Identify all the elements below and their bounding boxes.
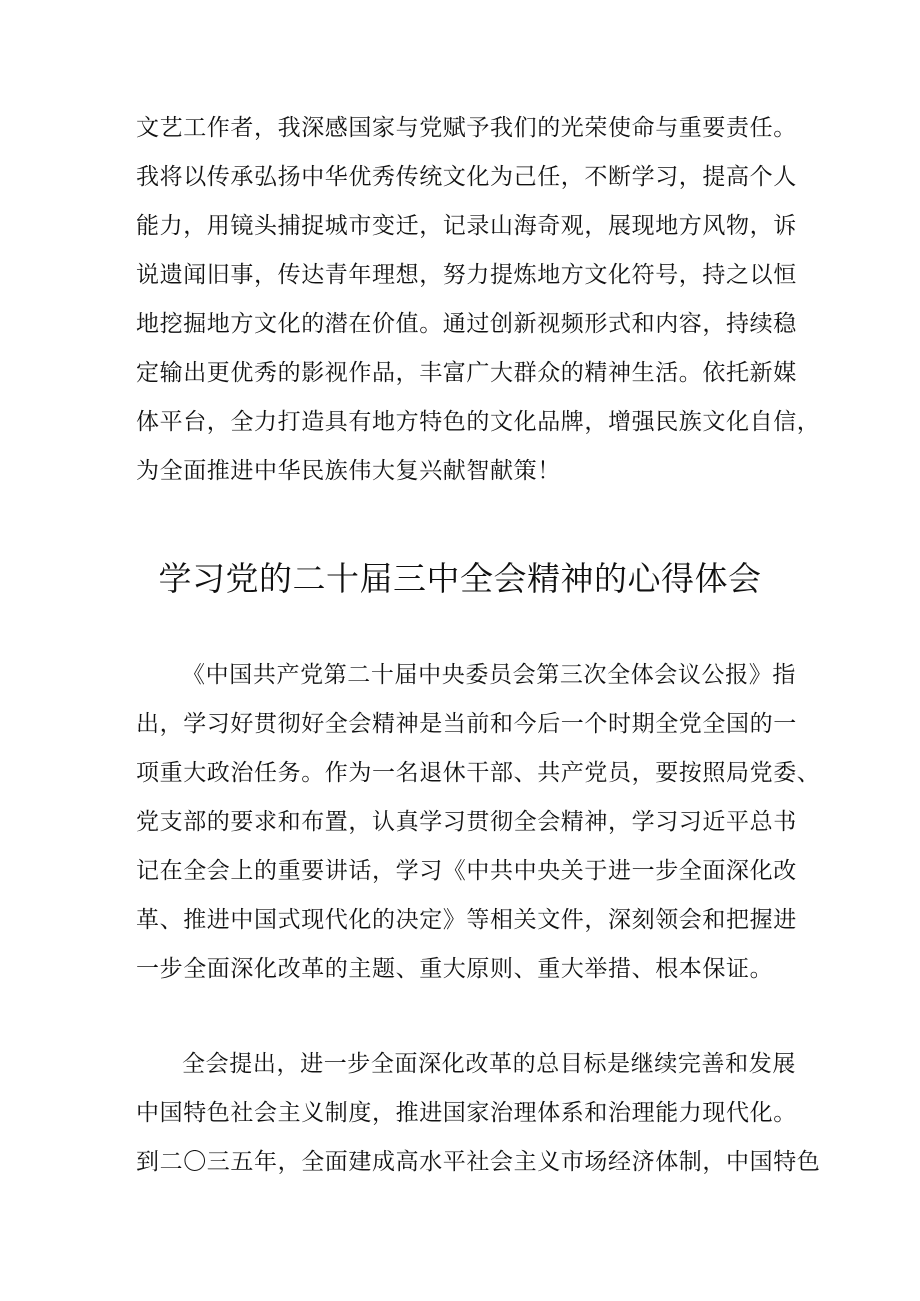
intro-line: 说遗闻旧事，传达青年理想，努力提炼地方文化符号，持之以恒 xyxy=(136,262,797,288)
paragraph-line: 《中国共产党第二十届中央委员会第三次全体会议公报》指 xyxy=(182,662,796,688)
paragraph-line: 中国特色社会主义制度，推进国家治理体系和治理能力现代化。 xyxy=(136,1100,797,1126)
paragraph-line: 到二〇三五年，全面建成高水平社会主义市场经济体制，中国特色 xyxy=(136,1149,821,1175)
paragraph-line: 项重大政治任务。作为一名退休干部、共产党员，要按照局党委、 xyxy=(136,760,821,786)
paragraph-line: 出，学习好贯彻好全会精神是当前和今后一个时期全党全国的一 xyxy=(136,711,797,737)
intro-line: 文艺工作者，我深感国家与党赋予我们的光荣使命与重要责任。 xyxy=(136,115,797,141)
intro-line: 我将以传承弘扬中华优秀传统文化为己任，不断学习，提高个人 xyxy=(136,164,797,190)
paragraph-line: 记在全会上的重要讲话，学习《中共中央关于进一步全面深化改 xyxy=(136,858,797,884)
paragraph-line: 党支部的要求和布置，认真学习贯彻全会精神，学习习近平总书 xyxy=(136,809,797,835)
paragraph-line: 革、推进中国式现代化的决定》等相关文件，深刻领会和把握进 xyxy=(136,907,797,933)
intro-line: 定输出更优秀的影视作品，丰富广大群众的精神生活。依托新媒 xyxy=(136,360,797,386)
intro-line: 能力，用镜头捕捉城市变迁，记录山海奇观，展现地方风物，诉 xyxy=(136,213,797,239)
paragraph-line: 一步全面深化改革的主题、重大原则、重大举措、根本保证。 xyxy=(136,956,774,982)
intro-line: 地挖掘地方文化的潜在价值。通过创新视频形式和内容，持续稳 xyxy=(136,311,797,337)
paragraph-line: 全会提出，进一步全面深化改革的总目标是继续完善和发展 xyxy=(182,1051,796,1077)
intro-line: 体平台，全力打造具有地方特色的文化品牌，增强民族文化自信， xyxy=(136,409,821,435)
intro-line: 为全面推进中华民族伟大复兴献智献策！ xyxy=(136,458,561,484)
article-title: 学习党的二十届三中全会精神的心得体会 xyxy=(158,559,762,598)
